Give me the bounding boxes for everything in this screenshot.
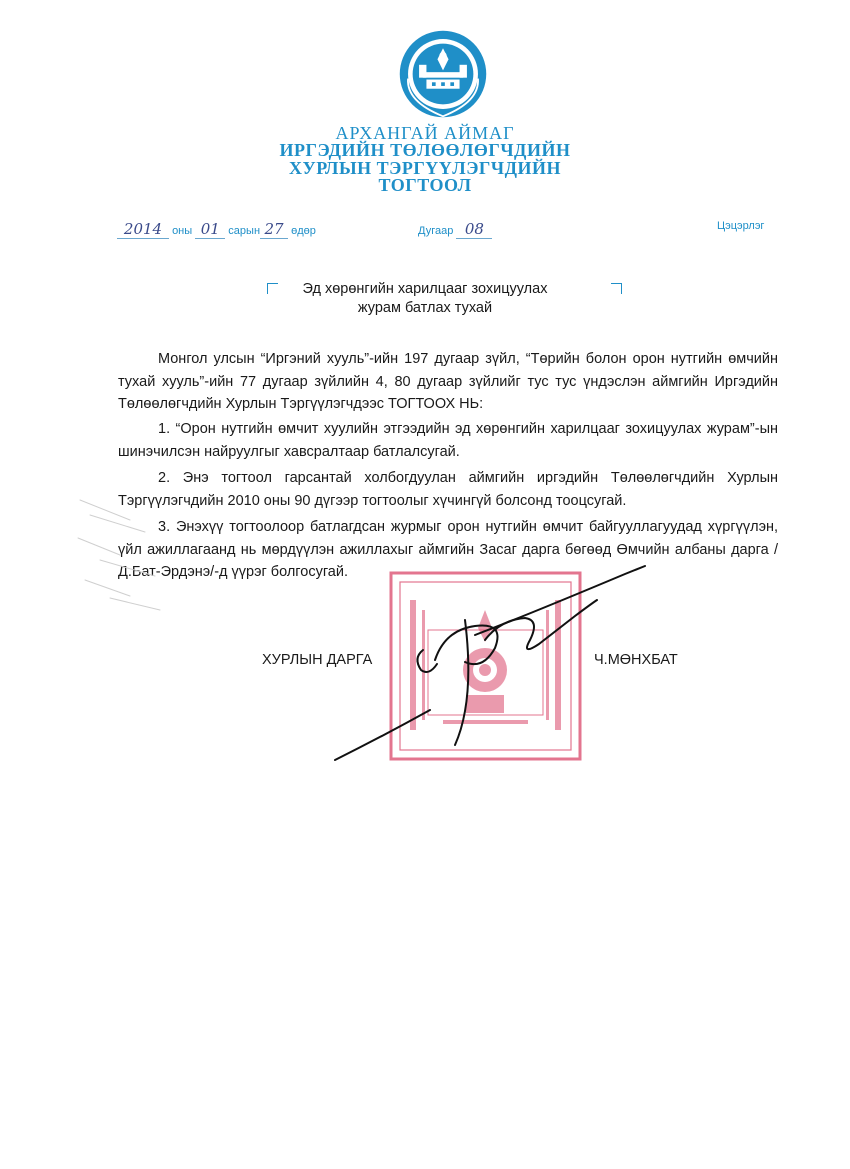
month-suffix: сарын (228, 225, 261, 237)
state-emblem-icon (397, 28, 489, 120)
title-line-1: Эд хөрөнгийн харилцааг зохицуулах (302, 281, 548, 297)
signatory-name: Ч.МӨНХБАТ (594, 652, 678, 668)
title-line-2: журам батлах тухай (357, 300, 493, 316)
number-line (418, 220, 492, 239)
document-number: 08 (456, 220, 492, 239)
day-suffix: өдөр (291, 225, 316, 237)
item-2: 2. Энэ тогтоол гарсантай холбогдуулан аймгийн иргэдийн Төлөөлөгчдийн Хурлын Тэргүүлэгчдийн 2010 оны 90 дүгээр тогтоолыг хүчингүй болсонд тооцсугай. (118, 470, 778, 509)
item-3: 3. Энэхүү тогтоолоор батлагдсан журмыг орон нутгийн өмчит байгууллагуудад хүргүүлэн, үйл ажиллагаанд нь мөрдүүлэн ажиллахыг аймгийн Засаг дарга бөгөөд Өмчийн албаны дарга /Д.Бат-Эрдэнэ/-д үүрэг болгосугай. (118, 519, 778, 580)
place-name: Цэцэрлэг (717, 220, 765, 232)
org-line-2: ИРГЭДИЙН ТӨЛӨӨЛӨГЧДИЙН (279, 140, 571, 160)
date-year: 2014 (117, 220, 169, 239)
org-line-1: АРХАНГАЙ АЙМАГ (335, 123, 515, 143)
item-1: 1. “Орон нутгийн өмчит хуулийн этгээдийн эд хөрөнгийн харилцааг зохицуулах журам”-ын шинэчилсэн найруулгыг хавсралтаар батлалсугай. (118, 421, 778, 460)
preamble-paragraph: Монгол улсын “Иргэний хууль”-ийн 197 дугаар зүйл, “Төрийн болон орон нутгийн өмчийн тухай хууль”-ийн 77 дугаар зүйлийн 4, 80 дугаар зүйлийг тус тус үндэслэн аймгийн Иргэдийн Төлөөлөгчдийн Хурлын Тэргүүлэгчдээс ТОГТООХ НЬ: (118, 351, 778, 412)
org-line-3: ХУРЛЫН ТЭРГҮҮЛЭГЧДИЙН (289, 158, 561, 178)
scan-smudge (60, 480, 170, 620)
signatory-title: ХУРЛЫН ДАРГА (262, 652, 373, 668)
document-type: ТОГТООЛ (378, 175, 472, 195)
document-title (0, 280, 850, 318)
number-label: Дугаар (418, 225, 454, 237)
year-suffix: оны (172, 225, 193, 237)
date-month: 01 (195, 220, 225, 239)
date-line (117, 220, 316, 239)
date-day: 27 (260, 220, 288, 239)
